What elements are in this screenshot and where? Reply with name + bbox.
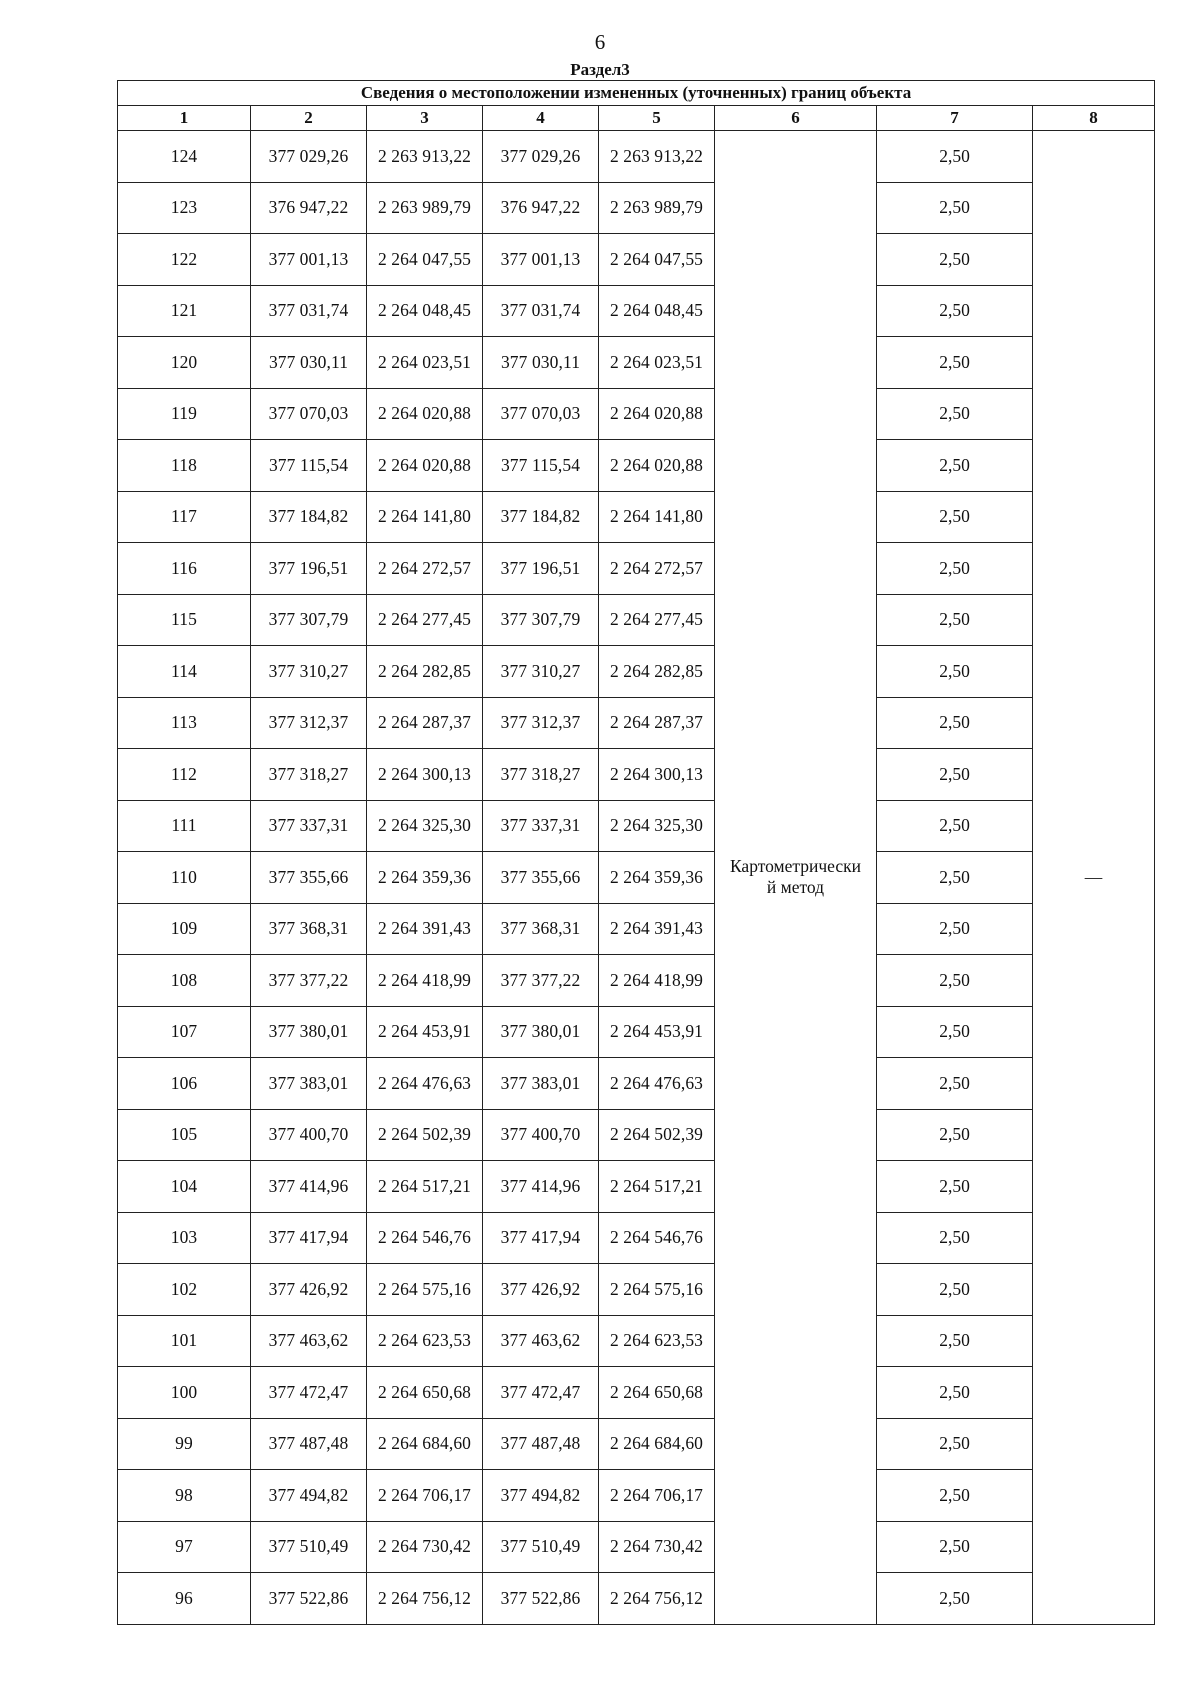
table-row: [118, 1212, 1155, 1264]
column-number-4: 4: [483, 106, 599, 131]
y-new-cell: 2 264 517,21: [599, 1161, 715, 1213]
y-new-cell: 2 264 023,51: [599, 337, 715, 389]
accuracy-cell: 2,50: [877, 1109, 1033, 1161]
x-new-cell: 377 184,82: [483, 491, 599, 543]
table-row: [118, 1006, 1155, 1058]
column-number-2: 2: [251, 106, 367, 131]
x-new-cell: 377 417,94: [483, 1212, 599, 1264]
column-number-1: 1: [118, 106, 251, 131]
y-new-cell: 2 264 282,85: [599, 646, 715, 698]
y-new-cell: 2 263 913,22: [599, 131, 715, 183]
table-row: [118, 800, 1155, 852]
table-row: [118, 1470, 1155, 1522]
table-row: [118, 1521, 1155, 1573]
x-old-cell: 377 463,62: [251, 1315, 367, 1367]
table-row: [118, 1161, 1155, 1213]
y-old-cell: 2 264 575,16: [367, 1264, 483, 1316]
y-new-cell: 2 264 277,45: [599, 594, 715, 646]
x-old-cell: 377 494,82: [251, 1470, 367, 1522]
y-new-cell: 2 264 706,17: [599, 1470, 715, 1522]
y-old-cell: 2 264 502,39: [367, 1109, 483, 1161]
table-row: [118, 1264, 1155, 1316]
x-new-cell: 377 377,22: [483, 955, 599, 1007]
accuracy-cell: 2,50: [877, 1367, 1033, 1419]
y-new-cell: 2 264 730,42: [599, 1521, 715, 1573]
point-number-cell: 113: [118, 697, 251, 749]
accuracy-cell: 2,50: [877, 955, 1033, 1007]
x-new-cell: 377 380,01: [483, 1006, 599, 1058]
point-number-cell: 108: [118, 955, 251, 1007]
x-new-cell: 377 368,31: [483, 903, 599, 955]
x-old-cell: 377 417,94: [251, 1212, 367, 1264]
y-new-cell: 2 264 048,45: [599, 285, 715, 337]
table-row: [118, 543, 1155, 595]
point-number-cell: 106: [118, 1058, 251, 1110]
x-new-cell: 377 318,27: [483, 749, 599, 801]
point-number-cell: 107: [118, 1006, 251, 1058]
x-new-cell: 377 522,86: [483, 1573, 599, 1625]
note-cell: —: [1033, 131, 1155, 1625]
x-old-cell: 377 115,54: [251, 440, 367, 492]
y-new-cell: 2 264 546,76: [599, 1212, 715, 1264]
table-caption: Сведения о местоположении измененных (уточненных) границ объекта: [118, 81, 1155, 106]
point-number-cell: 100: [118, 1367, 251, 1419]
x-new-cell: 377 031,74: [483, 285, 599, 337]
y-old-cell: 2 264 756,12: [367, 1573, 483, 1625]
x-new-cell: 377 115,54: [483, 440, 599, 492]
y-old-cell: 2 264 048,45: [367, 285, 483, 337]
x-old-cell: 377 522,86: [251, 1573, 367, 1625]
point-number-cell: 115: [118, 594, 251, 646]
point-number-cell: 122: [118, 234, 251, 286]
point-number-cell: 117: [118, 491, 251, 543]
x-new-cell: 377 463,62: [483, 1315, 599, 1367]
x-new-cell: 377 426,92: [483, 1264, 599, 1316]
point-number-cell: 112: [118, 749, 251, 801]
x-old-cell: 377 368,31: [251, 903, 367, 955]
accuracy-cell: 2,50: [877, 234, 1033, 286]
method-cell: [715, 131, 877, 1625]
table-row: [118, 388, 1155, 440]
x-new-cell: 377 307,79: [483, 594, 599, 646]
y-old-cell: 2 264 023,51: [367, 337, 483, 389]
point-number-cell: 120: [118, 337, 251, 389]
boundary-coordinates-table: [117, 80, 1155, 1625]
y-old-cell: 2 264 650,68: [367, 1367, 483, 1419]
accuracy-cell: 2,50: [877, 1470, 1033, 1522]
accuracy-cell: 2,50: [877, 749, 1033, 801]
y-new-cell: 2 264 272,57: [599, 543, 715, 595]
point-number-cell: 101: [118, 1315, 251, 1367]
y-old-cell: 2 264 391,43: [367, 903, 483, 955]
y-new-cell: 2 264 391,43: [599, 903, 715, 955]
accuracy-cell: 2,50: [877, 903, 1033, 955]
x-new-cell: 377 510,49: [483, 1521, 599, 1573]
x-old-cell: 377 031,74: [251, 285, 367, 337]
table-row: [118, 594, 1155, 646]
y-old-cell: 2 264 277,45: [367, 594, 483, 646]
x-old-cell: 377 355,66: [251, 852, 367, 904]
accuracy-cell: 2,50: [877, 1161, 1033, 1213]
y-old-cell: 2 264 141,80: [367, 491, 483, 543]
accuracy-cell: 2,50: [877, 388, 1033, 440]
method-text: Картометрически й метод: [729, 856, 862, 898]
y-new-cell: 2 264 575,16: [599, 1264, 715, 1316]
y-old-cell: 2 264 282,85: [367, 646, 483, 698]
accuracy-cell: 2,50: [877, 131, 1033, 183]
point-number-cell: 96: [118, 1573, 251, 1625]
accuracy-cell: 2,50: [877, 440, 1033, 492]
x-old-cell: 377 312,37: [251, 697, 367, 749]
accuracy-cell: 2,50: [877, 491, 1033, 543]
x-new-cell: 377 070,03: [483, 388, 599, 440]
y-old-cell: 2 264 359,36: [367, 852, 483, 904]
column-number-3: 3: [367, 106, 483, 131]
y-new-cell: 2 264 476,63: [599, 1058, 715, 1110]
y-new-cell: 2 264 047,55: [599, 234, 715, 286]
y-new-cell: 2 264 453,91: [599, 1006, 715, 1058]
section-title: Раздел3: [570, 60, 630, 79]
table-row: [118, 234, 1155, 286]
accuracy-cell: 2,50: [877, 1264, 1033, 1316]
x-new-cell: 377 414,96: [483, 1161, 599, 1213]
point-number-cell: 111: [118, 800, 251, 852]
table-row: [118, 852, 1155, 904]
x-new-cell: 377 029,26: [483, 131, 599, 183]
x-new-cell: 377 312,37: [483, 697, 599, 749]
y-old-cell: 2 264 047,55: [367, 234, 483, 286]
y-new-cell: 2 264 756,12: [599, 1573, 715, 1625]
y-new-cell: 2 264 020,88: [599, 440, 715, 492]
x-new-cell: 377 487,48: [483, 1418, 599, 1470]
accuracy-cell: 2,50: [877, 543, 1033, 595]
x-new-cell: 377 337,31: [483, 800, 599, 852]
point-number-cell: 99: [118, 1418, 251, 1470]
table-row: [118, 1109, 1155, 1161]
y-new-cell: 2 264 418,99: [599, 955, 715, 1007]
y-old-cell: 2 263 989,79: [367, 182, 483, 234]
x-old-cell: 377 380,01: [251, 1006, 367, 1058]
y-new-cell: 2 264 141,80: [599, 491, 715, 543]
table-row: [118, 955, 1155, 1007]
y-new-cell: 2 264 623,53: [599, 1315, 715, 1367]
table-row: [118, 903, 1155, 955]
x-old-cell: 376 947,22: [251, 182, 367, 234]
x-old-cell: 377 414,96: [251, 1161, 367, 1213]
x-new-cell: 377 472,47: [483, 1367, 599, 1419]
column-number-8: 8: [1033, 106, 1155, 131]
x-old-cell: 377 337,31: [251, 800, 367, 852]
accuracy-cell: 2,50: [877, 800, 1033, 852]
x-new-cell: 377 310,27: [483, 646, 599, 698]
y-old-cell: 2 263 913,22: [367, 131, 483, 183]
point-number-cell: 109: [118, 903, 251, 955]
x-old-cell: 377 001,13: [251, 234, 367, 286]
table-row: [118, 1418, 1155, 1470]
point-number-cell: 123: [118, 182, 251, 234]
x-old-cell: 377 318,27: [251, 749, 367, 801]
x-old-cell: 377 383,01: [251, 1058, 367, 1110]
accuracy-cell: 2,50: [877, 1058, 1033, 1110]
point-number-cell: 118: [118, 440, 251, 492]
point-number-cell: 102: [118, 1264, 251, 1316]
x-old-cell: 377 472,47: [251, 1367, 367, 1419]
table-row: [118, 131, 1155, 183]
y-new-cell: 2 263 989,79: [599, 182, 715, 234]
table-row: [118, 1367, 1155, 1419]
accuracy-cell: 2,50: [877, 646, 1033, 698]
table-row: [118, 1315, 1155, 1367]
x-old-cell: 377 196,51: [251, 543, 367, 595]
y-new-cell: 2 264 325,30: [599, 800, 715, 852]
x-new-cell: 377 030,11: [483, 337, 599, 389]
page-number: 6: [594, 30, 606, 54]
y-old-cell: 2 264 300,13: [367, 749, 483, 801]
y-old-cell: 2 264 287,37: [367, 697, 483, 749]
x-old-cell: 377 510,49: [251, 1521, 367, 1573]
x-new-cell: 377 494,82: [483, 1470, 599, 1522]
x-new-cell: 377 400,70: [483, 1109, 599, 1161]
point-number-cell: 114: [118, 646, 251, 698]
table-row: [118, 1058, 1155, 1110]
point-number-cell: 124: [118, 131, 251, 183]
y-new-cell: 2 264 020,88: [599, 388, 715, 440]
y-old-cell: 2 264 418,99: [367, 955, 483, 1007]
accuracy-cell: 2,50: [877, 285, 1033, 337]
accuracy-cell: 2,50: [877, 1315, 1033, 1367]
x-old-cell: 377 307,79: [251, 594, 367, 646]
y-old-cell: 2 264 453,91: [367, 1006, 483, 1058]
x-old-cell: 377 030,11: [251, 337, 367, 389]
accuracy-cell: 2,50: [877, 697, 1033, 749]
x-new-cell: 377 355,66: [483, 852, 599, 904]
point-number-cell: 116: [118, 543, 251, 595]
accuracy-cell: 2,50: [877, 182, 1033, 234]
point-number-cell: 105: [118, 1109, 251, 1161]
point-number-cell: 121: [118, 285, 251, 337]
table-row: [118, 1573, 1155, 1625]
y-old-cell: 2 264 517,21: [367, 1161, 483, 1213]
table-row: [118, 697, 1155, 749]
y-old-cell: 2 264 020,88: [367, 440, 483, 492]
accuracy-cell: 2,50: [877, 1418, 1033, 1470]
accuracy-cell: 2,50: [877, 337, 1033, 389]
x-new-cell: 376 947,22: [483, 182, 599, 234]
y-new-cell: 2 264 650,68: [599, 1367, 715, 1419]
x-new-cell: 377 383,01: [483, 1058, 599, 1110]
accuracy-cell: 2,50: [877, 1521, 1033, 1573]
point-number-cell: 110: [118, 852, 251, 904]
accuracy-cell: 2,50: [877, 1006, 1033, 1058]
x-old-cell: 377 400,70: [251, 1109, 367, 1161]
y-old-cell: 2 264 020,88: [367, 388, 483, 440]
table-row: [118, 337, 1155, 389]
x-old-cell: 377 487,48: [251, 1418, 367, 1470]
y-old-cell: 2 264 546,76: [367, 1212, 483, 1264]
x-old-cell: 377 310,27: [251, 646, 367, 698]
y-old-cell: 2 264 730,42: [367, 1521, 483, 1573]
y-old-cell: 2 264 272,57: [367, 543, 483, 595]
x-old-cell: 377 377,22: [251, 955, 367, 1007]
table-row: [118, 440, 1155, 492]
table-row: [118, 182, 1155, 234]
x-old-cell: 377 426,92: [251, 1264, 367, 1316]
x-old-cell: 377 029,26: [251, 131, 367, 183]
accuracy-cell: 2,50: [877, 1212, 1033, 1264]
y-old-cell: 2 264 476,63: [367, 1058, 483, 1110]
y-new-cell: 2 264 359,36: [599, 852, 715, 904]
accuracy-cell: 2,50: [877, 1573, 1033, 1625]
x-old-cell: 377 184,82: [251, 491, 367, 543]
y-new-cell: 2 264 287,37: [599, 697, 715, 749]
table-row: [118, 285, 1155, 337]
table-row: [118, 749, 1155, 801]
point-number-cell: 103: [118, 1212, 251, 1264]
y-new-cell: 2 264 300,13: [599, 749, 715, 801]
point-number-cell: 119: [118, 388, 251, 440]
x-new-cell: 377 196,51: [483, 543, 599, 595]
accuracy-cell: 2,50: [877, 594, 1033, 646]
y-old-cell: 2 264 325,30: [367, 800, 483, 852]
point-number-cell: 97: [118, 1521, 251, 1573]
y-new-cell: 2 264 684,60: [599, 1418, 715, 1470]
point-number-cell: 104: [118, 1161, 251, 1213]
table-row: [118, 646, 1155, 698]
point-number-cell: 98: [118, 1470, 251, 1522]
column-number-6: 6: [715, 106, 877, 131]
y-new-cell: 2 264 502,39: [599, 1109, 715, 1161]
column-number-7: 7: [877, 106, 1033, 131]
column-number-5: 5: [599, 106, 715, 131]
y-old-cell: 2 264 706,17: [367, 1470, 483, 1522]
y-old-cell: 2 264 623,53: [367, 1315, 483, 1367]
accuracy-cell: 2,50: [877, 852, 1033, 904]
x-new-cell: 377 001,13: [483, 234, 599, 286]
table-row: [118, 491, 1155, 543]
y-old-cell: 2 264 684,60: [367, 1418, 483, 1470]
x-old-cell: 377 070,03: [251, 388, 367, 440]
